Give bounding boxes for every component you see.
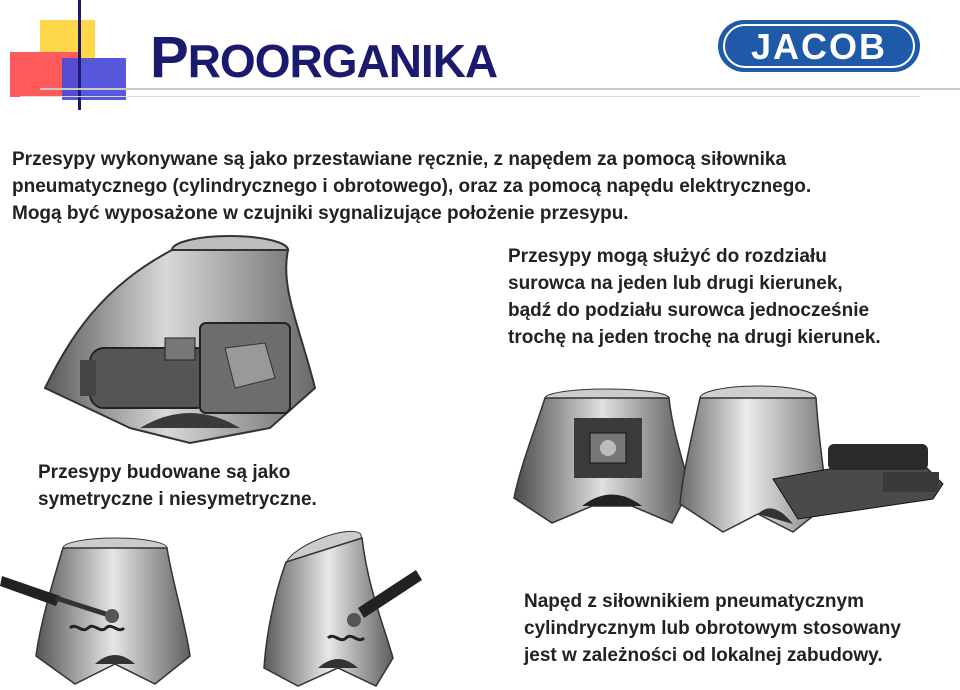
jacob-logo-text: JACOB: [750, 26, 888, 67]
decor-vertical-line: [78, 0, 81, 110]
distribution-paragraph: Przesypy mogą służyć do rozdziału surowca na jeden lub drugi kierunek, bądź do podziału surowca jednocześnie trochę na jeden trochę na drugi kierunek.: [508, 246, 881, 348]
diverter-cylinder-photo: [678, 384, 950, 534]
brand-title: PROORGANIKA: [150, 25, 498, 90]
header-divider-thin: [20, 96, 920, 97]
decor-blue-square: [62, 58, 126, 100]
diverter-pneumatic-photo: [512, 388, 692, 528]
diverter-asymmetric-manual-photo: [258, 528, 424, 688]
jacob-logo: [716, 18, 922, 74]
drive-paragraph: Napęd z siłownikiem pneumatycznym cylindrycznym lub obrotowym stosowany jest w zależności od lokalnej zabudowy.: [524, 591, 901, 666]
diverter-electric-photo: [40, 228, 340, 458]
symmetry-paragraph: Przesypy budowane są jako symetryczne i niesymetryczne.: [38, 462, 317, 510]
diverter-symmetric-manual-photo: [0, 536, 200, 686]
intro-paragraph: Przesypy wykonywane są jako przestawiane ręcznie, z napędem za pomocą siłownika pneumatycznego (cylindrycznego i obrotowego), oraz za pomocą napędu elektrycznego. Mogą być wyposażone w czujniki sygnalizujące położenie przesypu.: [12, 149, 812, 224]
